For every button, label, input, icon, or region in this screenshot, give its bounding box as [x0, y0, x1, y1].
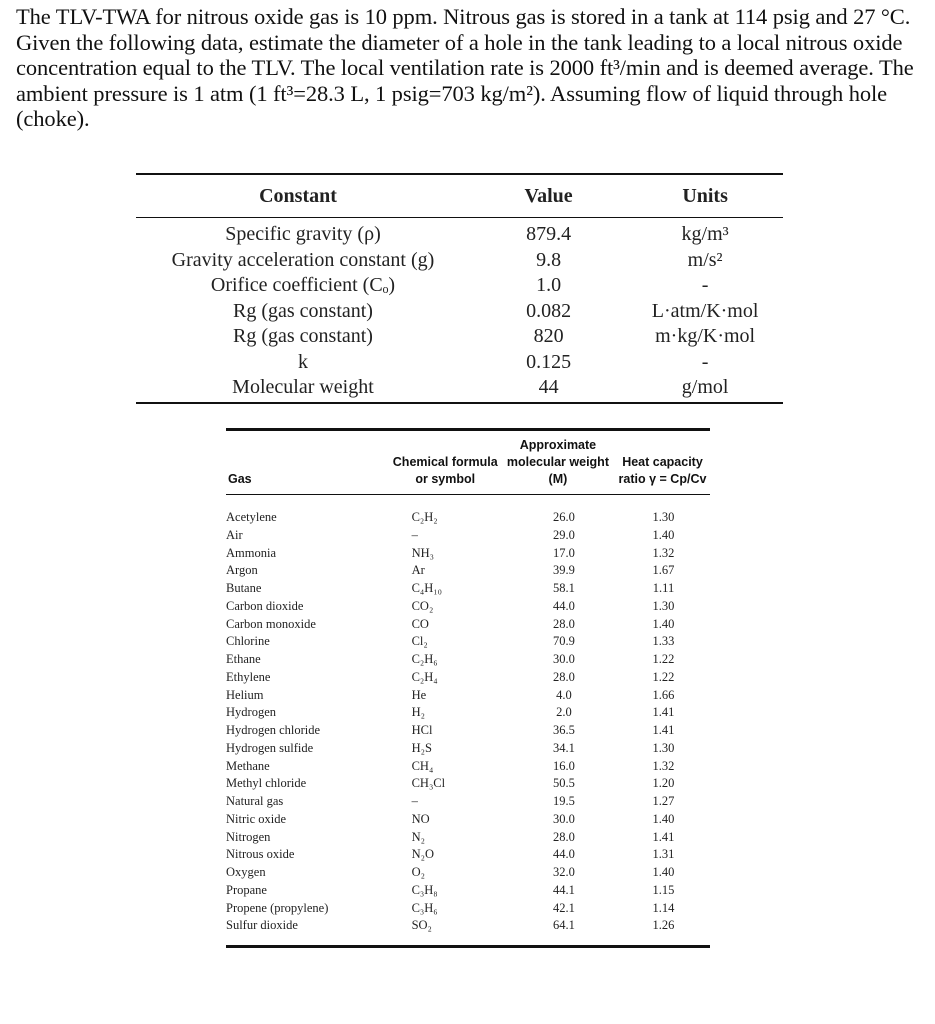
- gas-cell-formula: O₂: [411, 865, 425, 879]
- gas-cell-mw: 29.0: [552, 527, 575, 542]
- gas-cell-mw: 16.0: [552, 758, 575, 773]
- gas-cell-gamma: 1.22: [652, 652, 675, 666]
- constants-row: [136, 248, 783, 274]
- gas-cell-gas: Nitrous oxide: [226, 847, 295, 862]
- constants-cell-value: 820: [533, 325, 564, 347]
- gas-cell-gamma: 1.15: [652, 882, 675, 897]
- gas-cell-formula: –: [411, 794, 418, 808]
- constants-row: [136, 218, 783, 248]
- gas-cell-mw: 64.1: [552, 918, 575, 933]
- gas-cell-gas: Air: [226, 527, 243, 542]
- gas-cell-formula: Cl₂: [411, 634, 428, 649]
- gas-cell-mw: 50.5: [552, 776, 575, 791]
- gas-cell-formula: H₂: [411, 705, 425, 720]
- constants-cell-value: 1.0: [536, 274, 562, 296]
- gas-cell-formula: C₃H₈: [411, 882, 438, 897]
- gas-cell-mw: 17.0: [552, 545, 575, 560]
- gas-cell-mw: 30.0: [552, 811, 575, 826]
- gas-row: [226, 882, 710, 900]
- gas-cell-formula: SO₂: [411, 918, 432, 933]
- gas-row: [226, 545, 710, 563]
- gas-cell-formula: C₄H₁₀: [411, 581, 443, 595]
- gas-row: [226, 811, 710, 829]
- gas-row: [226, 900, 710, 918]
- gas-cell-gamma: 1.32: [652, 758, 675, 773]
- constants-row: [136, 375, 783, 403]
- gas-cell-mw: 19.5: [552, 794, 575, 808]
- constants-header-constant: Constant: [259, 184, 337, 207]
- gas-row: [226, 616, 710, 634]
- constants-cell-units: m/s²: [687, 248, 723, 271]
- gas-header-row: [226, 430, 710, 495]
- gas-cell-gamma: 1.30: [652, 598, 675, 613]
- gas-row: [226, 495, 710, 527]
- gas-cell-mw: 58.1: [552, 581, 575, 595]
- gas-cell-gas: Argon: [226, 563, 258, 578]
- gas-row: [226, 740, 710, 758]
- gas-cell-formula: CO₂: [411, 598, 434, 613]
- gas-cell-gamma: 1.11: [652, 581, 675, 595]
- constants-cell-units: -: [701, 274, 709, 296]
- gas-cell-formula: Ar: [411, 563, 425, 578]
- gas-cell-formula: CH₃Cl: [411, 776, 446, 791]
- gas-cell-gamma: 1.14: [652, 900, 675, 915]
- constants-cell-units: g/mol: [681, 376, 729, 398]
- gas-cell-formula: C₃H₆: [411, 900, 438, 915]
- gas-cell-gamma: 1.41: [652, 705, 675, 720]
- gas-header-gamma: Heat capacity ratio γ = Cp/Cv: [618, 455, 707, 486]
- gas-cell-gamma: 1.22: [652, 669, 675, 684]
- gas-cell-mw: 28.0: [552, 616, 575, 631]
- gas-cell-mw: 30.0: [552, 652, 575, 666]
- gas-properties-table: [226, 428, 710, 948]
- gas-cell-mw: 70.9: [552, 634, 575, 649]
- gas-cell-gas: Hydrogen: [226, 705, 276, 720]
- gas-row: [226, 580, 710, 598]
- constants-table: [136, 173, 783, 404]
- gas-cell-mw: 34.1: [552, 740, 575, 755]
- gas-cell-gamma: 1.40: [652, 865, 675, 879]
- gas-cell-gas: Methyl chloride: [226, 776, 307, 791]
- gas-row: [226, 687, 710, 705]
- gas-cell-mw: 44.0: [552, 598, 575, 613]
- gas-cell-gas: Natural gas: [226, 794, 284, 808]
- gas-header-gas: Gas: [228, 472, 252, 486]
- gas-cell-gas: Oxygen: [226, 865, 266, 879]
- gas-row: [226, 864, 710, 882]
- gas-cell-formula: H₂S: [411, 740, 432, 755]
- gas-cell-gas: Helium: [226, 687, 264, 702]
- gas-cell-mw: 26.0: [552, 510, 575, 524]
- gas-cell-formula: N₂: [411, 829, 425, 844]
- gas-header-formula: Chemical formula or symbol: [392, 455, 498, 486]
- gas-cell-gamma: 1.26: [652, 918, 675, 933]
- constants-header-units: Units: [682, 184, 728, 207]
- constants-row: [136, 299, 783, 325]
- gas-cell-formula: NO: [411, 811, 430, 826]
- gas-cell-formula: NH₃: [411, 545, 434, 560]
- constants-cell-constant: Rg (gas constant): [233, 299, 373, 322]
- constants-cell-constant: Rg (gas constant): [233, 325, 373, 347]
- gas-cell-mw: 44.1: [552, 882, 575, 897]
- constants-header-row: [136, 174, 783, 218]
- gas-row: [226, 846, 710, 864]
- gas-body: [226, 495, 710, 947]
- gas-cell-gamma: 1.40: [652, 616, 675, 631]
- gas-cell-gamma: 1.40: [652, 527, 675, 542]
- gas-cell-gamma: 1.31: [652, 847, 675, 862]
- gas-row: [226, 793, 710, 811]
- gas-cell-mw: 44.0: [552, 847, 575, 862]
- gas-cell-gas: Carbon monoxide: [226, 616, 316, 631]
- constants-row: [136, 324, 783, 350]
- gas-row: [226, 527, 710, 545]
- gas-cell-mw: 36.5: [552, 723, 575, 737]
- constants-cell-value: 0.082: [526, 299, 572, 322]
- gas-cell-gas: Acetylene: [226, 510, 277, 524]
- gas-cell-gamma: 1.41: [652, 723, 675, 737]
- gas-cell-gas: Ethylene: [226, 669, 271, 684]
- constants-row: [136, 273, 783, 299]
- gas-row: [226, 829, 710, 847]
- gas-cell-gas: Carbon dioxide: [226, 598, 304, 613]
- gas-cell-gas: Methane: [226, 758, 270, 773]
- constants-cell-units: kg/m³: [681, 223, 729, 245]
- gas-cell-gamma: 1.66: [652, 687, 675, 702]
- gas-cell-formula: –: [411, 527, 418, 542]
- gas-cell-gas: Hydrogen sulfide: [226, 740, 314, 755]
- gas-row: [226, 651, 710, 669]
- gas-cell-gamma: 1.67: [652, 563, 675, 578]
- gas-cell-gamma: 1.27: [652, 794, 675, 808]
- constants-header-value: Value: [524, 184, 573, 207]
- constants-cell-units: m·kg/K·mol: [655, 325, 756, 347]
- gas-cell-gas: Sulfur dioxide: [226, 918, 298, 933]
- gas-cell-gamma: 1.20: [652, 776, 675, 791]
- gas-row: [226, 722, 710, 740]
- gas-cell-gas: Butane: [226, 581, 262, 595]
- gas-cell-formula: HCl: [411, 723, 433, 737]
- gas-cell-formula: C₂H₄: [411, 669, 438, 684]
- gas-row: [226, 562, 710, 580]
- gas-cell-gas: Hydrogen chloride: [226, 723, 321, 737]
- gas-cell-gamma: 1.40: [652, 811, 675, 826]
- gas-row: [226, 917, 710, 946]
- gas-cell-gamma: 1.30: [652, 510, 675, 524]
- constants-cell-value: 879.4: [526, 223, 572, 245]
- constants-row: [136, 350, 783, 376]
- constants-cell-constant: k: [297, 350, 308, 373]
- constants-cell-units: L·atm/K·mol: [651, 299, 759, 322]
- gas-header-mw: Approximate molecular weight (M): [506, 438, 609, 486]
- gas-cell-formula: CH₄: [411, 758, 434, 773]
- gas-cell-mw: 32.0: [552, 865, 575, 879]
- constants-cell-constant: Orifice coefficient (Cₒ): [210, 274, 396, 296]
- gas-cell-mw: 39.9: [552, 563, 575, 578]
- constants-body: [136, 218, 783, 403]
- gas-cell-gas: Ethane: [226, 652, 261, 666]
- gas-cell-formula: N₂O: [411, 847, 434, 862]
- constants-cell-constant: Molecular weight: [232, 376, 374, 398]
- gas-row: [226, 758, 710, 776]
- gas-row: [226, 669, 710, 687]
- constants-cell-value: 0.125: [526, 350, 572, 373]
- gas-cell-gas: Nitric oxide: [226, 811, 287, 826]
- gas-cell-gamma: 1.33: [652, 634, 675, 649]
- gas-row: [226, 775, 710, 793]
- gas-cell-formula: CO: [411, 616, 429, 631]
- gas-cell-formula: He: [411, 687, 427, 702]
- constants-cell-value: 9.8: [536, 248, 562, 271]
- gas-cell-mw: 28.0: [552, 829, 575, 844]
- gas-cell-gas: Chlorine: [226, 634, 270, 649]
- gas-cell-mw: 4.0: [556, 687, 572, 702]
- gas-cell-gas: Nitrogen: [226, 829, 271, 844]
- gas-cell-formula: C₂H₂: [411, 510, 438, 524]
- constants-cell-constant: Gravity acceleration constant (g): [171, 248, 435, 271]
- gas-cell-gamma: 1.32: [652, 545, 675, 560]
- gas-cell-formula: C₂H₆: [411, 652, 438, 666]
- gas-cell-mw: 28.0: [552, 669, 575, 684]
- constants-cell-value: 44: [538, 376, 559, 398]
- gas-cell-mw: 2.0: [556, 705, 572, 720]
- gas-cell-gas: Propane: [226, 882, 267, 897]
- gas-row: [226, 633, 710, 651]
- gas-cell-mw: 42.1: [552, 900, 575, 915]
- gas-cell-gas: Propene (propylene): [226, 900, 329, 915]
- problem-text: The TLV-TWA for nitrous oxide gas is 10 ppm. Nitrous gas is stored in a tank at 114 psig and 27 °C. Given the following data, estimate the diameter of a hole in the tank leading to a local nitrous oxide concentration equal to the TLV. The local ventilation rate is 2000 ft³/min and is deemed average. The ambient pressure is 1 atm (1 ft³=28.3 L, 1 psig=703 kg/m²). Assuming flow of liquid through hole (choke).: [16, 4, 914, 131]
- gas-cell-gamma: 1.30: [652, 740, 675, 755]
- gas-row: [226, 598, 710, 616]
- gas-row: [226, 704, 710, 722]
- problem-statement: [16, 4, 921, 132]
- gas-cell-gamma: 1.41: [652, 829, 675, 844]
- constants-cell-units: -: [701, 350, 709, 373]
- gas-cell-gas: Ammonia: [226, 545, 276, 560]
- constants-cell-constant: Specific gravity (ρ): [225, 223, 381, 245]
